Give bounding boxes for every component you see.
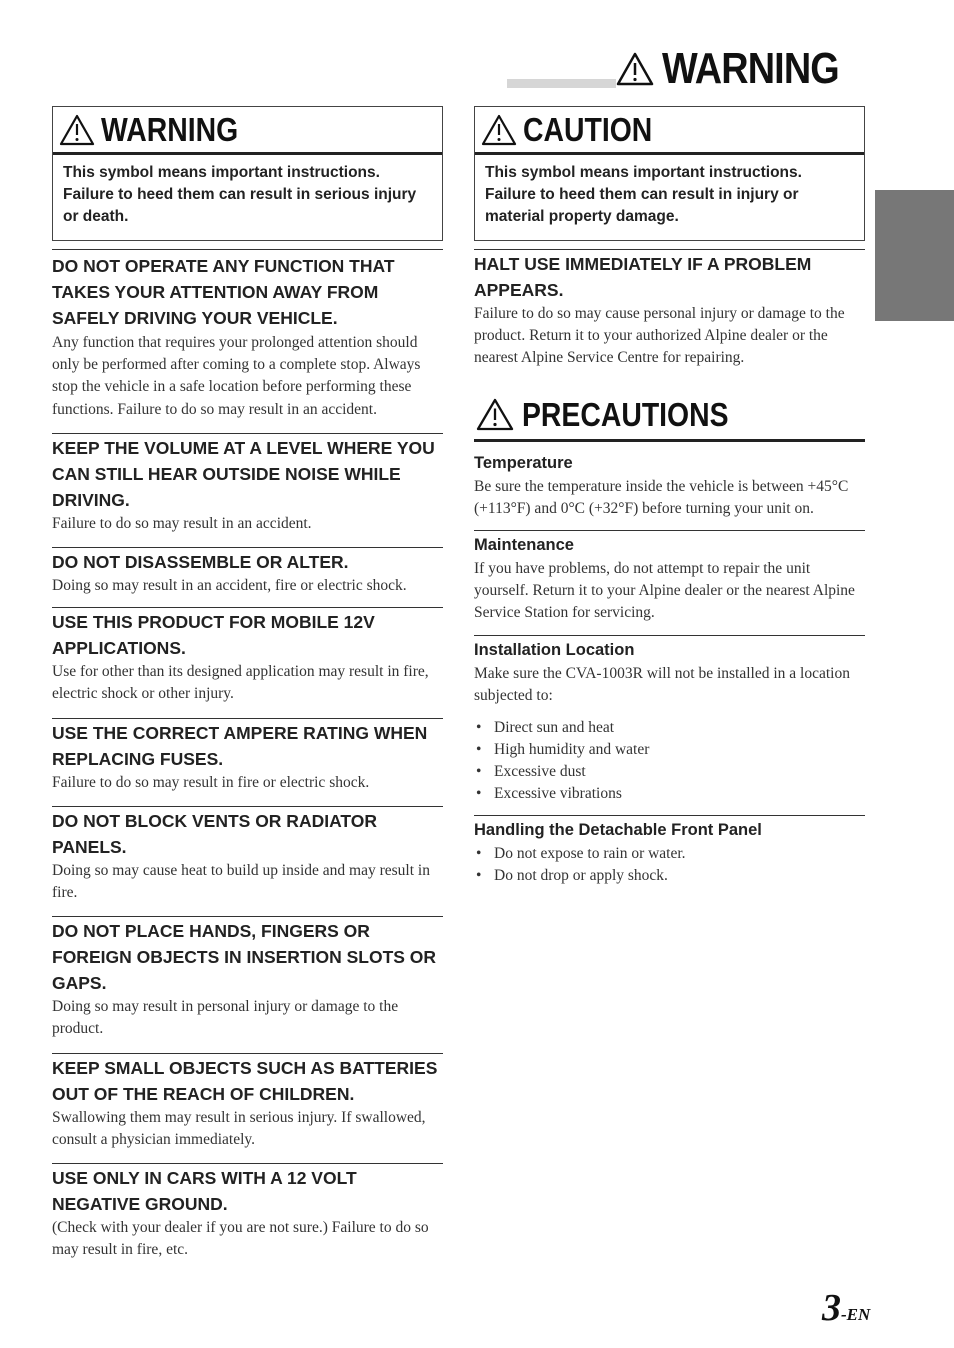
warning-item-text: Doing so may result in an accident, fire or electric shock.	[52, 577, 407, 595]
warning-item	[52, 1053, 443, 1163]
warning-item-title: USE THE CORRECT AMPERE RATING WHEN REPLACING FUSES.	[52, 722, 428, 769]
caution-triangle-icon	[481, 114, 517, 146]
precaution-maintenance	[474, 530, 865, 635]
warning-item	[52, 607, 443, 717]
list-item: • Excessive vibrations	[474, 783, 865, 805]
precaution-text: Be sure the temperature inside the vehicle is between +45°C (+113°F) and 0°C (+32°F) before turning your unit on.	[474, 477, 849, 517]
warning-box-title: WARNING	[101, 111, 239, 148]
caution-item	[474, 249, 865, 390]
precaution-title: Temperature	[474, 453, 573, 472]
side-tab	[875, 190, 954, 321]
warning-item-title: DO NOT DISASSEMBLE OR ALTER.	[52, 552, 349, 573]
page-number-value: 3	[822, 1287, 841, 1329]
warning-box-text: This symbol means important instructions. Failure to heed them can result in serious injury or death.	[63, 164, 417, 225]
warning-item-text: Doing so may result in personal injury or damage to the product.	[52, 998, 399, 1038]
precaution-title: Installation Location	[474, 640, 635, 659]
warning-triangle-icon	[616, 52, 654, 86]
warning-item-title: KEEP SMALL OBJECTS SUCH AS BATTERIES OUT OF THE REACH OF CHILDREN.	[52, 1057, 438, 1104]
warning-item-title: DO NOT OPERATE ANY FUNCTION THAT TAKES YOUR ATTENTION AWAY FROM SAFELY DRIVING YOUR VEHICLE.	[52, 256, 395, 328]
warning-item-text: Failure to do so may result in fire or electric shock.	[52, 773, 370, 791]
warning-item-title: DO NOT PLACE HANDS, FINGERS OR FOREIGN OBJECTS IN INSERTION SLOTS OR GAPS.	[52, 921, 437, 994]
warning-item	[52, 718, 443, 806]
warning-item	[52, 433, 443, 547]
precautions-title: PRECAUTIONS	[522, 395, 729, 433]
warning-item-text: Swallowing them may result in serious injury. If swallowed, consult a physician immediately.	[52, 1108, 426, 1148]
warning-item-text: (Check with your dealer if you are not sure.) Failure to do so may result in fire, etc.	[52, 1219, 429, 1259]
caution-box-title: CAUTION	[523, 111, 653, 148]
precaution-title: Handling the Detachable Front Panel	[474, 821, 762, 840]
front-panel-list	[474, 843, 865, 887]
precautions-triangle-icon	[476, 398, 514, 431]
warning-item-text: Any function that requires your prolonged attention should only be performed after coming to a complete stop. Always stop the vehicle in a safe location before performing these functions. Failure to do so may result in an accident.	[52, 334, 421, 418]
page-title-text: WARNING	[662, 44, 839, 93]
precaution-text: If you have problems, do not attempt to repair the unit yourself. Return it to your Alpine dealer or the nearest Alpine Service Station for servicing.	[474, 560, 855, 622]
warning-column	[52, 106, 443, 1273]
list-item: • Do not drop or apply shock.	[474, 865, 865, 887]
warning-item	[52, 916, 443, 1052]
warning-box	[52, 106, 443, 241]
warning-item-title: KEEP THE VOLUME AT A LEVEL WHERE YOU CAN STILL HEAR OUTSIDE NOISE WHILE DRIVING.	[52, 437, 435, 510]
precaution-title: Maintenance	[474, 536, 574, 555]
precautions-header	[474, 390, 865, 442]
caution-box-text: This symbol means important instructions. Failure to heed them can result in injury or material property damage.	[485, 164, 802, 225]
caution-column	[474, 106, 865, 887]
precaution-installation	[474, 635, 865, 815]
warning-item-text: Use for other than its designed application may result in fire, electric shock or other injury.	[52, 663, 429, 703]
list-item: • Do not expose to rain or water.	[474, 843, 865, 865]
warning-item-title: USE ONLY IN CARS WITH A 12 VOLT NEGATIVE GROUND.	[52, 1168, 357, 1215]
warning-triangle-icon	[59, 114, 95, 146]
page-title	[616, 44, 872, 94]
warning-item	[52, 547, 443, 607]
caution-box-header	[475, 107, 864, 155]
precaution-text: Make sure the CVA-1003R will not be installed in a location subjected to:	[474, 664, 850, 704]
page-number	[822, 1286, 870, 1330]
warning-item	[52, 249, 443, 433]
warning-item-title: DO NOT BLOCK VENTS OR RADIATOR PANELS.	[52, 810, 378, 857]
precaution-temperature	[474, 442, 865, 530]
warning-item-text: Failure to do so may result in an accident.	[52, 514, 312, 532]
page-number-suffix: -EN	[841, 1305, 871, 1324]
caution-item-text: Failure to do so may cause personal injury or damage to the product. Return it to your authorized Alpine dealer or the nearest Alpine Service Centre for repairing.	[474, 305, 845, 367]
caution-item-title: HALT USE IMMEDIATELY IF A PROBLEM APPEARS.	[474, 254, 812, 300]
warning-item	[52, 806, 443, 916]
warning-item-text: Doing so may cause heat to build up inside and may result in fire.	[52, 861, 430, 902]
list-item: • Excessive dust	[474, 761, 865, 783]
installation-list	[474, 717, 865, 805]
warning-box-header	[53, 107, 442, 155]
precaution-front-panel	[474, 815, 865, 887]
caution-box	[474, 106, 865, 241]
warning-item-title: USE THIS PRODUCT FOR MOBILE 12V APPLICATIONS.	[52, 612, 375, 659]
list-item: • High humidity and water	[474, 739, 865, 761]
list-item: • Direct sun and heat	[474, 717, 865, 739]
warning-item	[52, 1163, 443, 1273]
